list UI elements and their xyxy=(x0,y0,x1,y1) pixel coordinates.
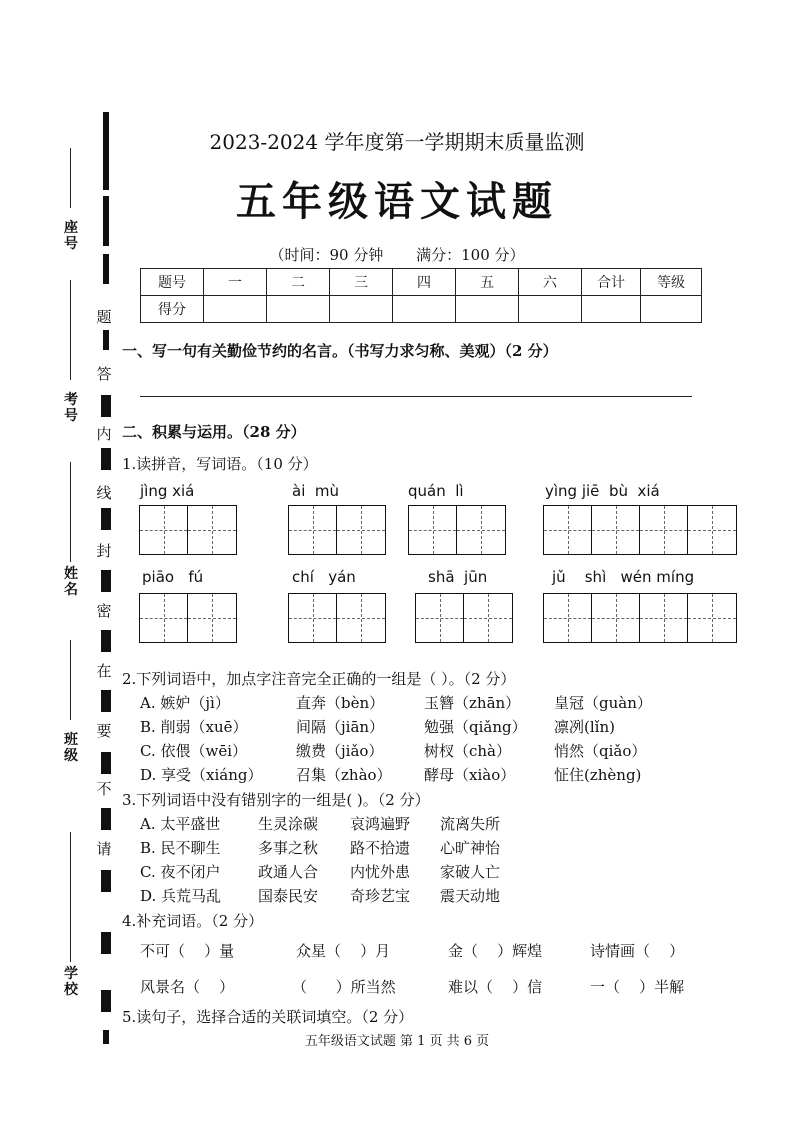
binding-dash xyxy=(101,752,111,774)
score-input-cell[interactable] xyxy=(393,296,456,323)
q2-option-b[interactable]: B. 削弱（xuē） xyxy=(140,718,248,736)
q4-blank-item[interactable]: 不可（ ）量 xyxy=(140,942,235,960)
table-cell: 合计 xyxy=(582,269,641,296)
q1-prompt: 1.读拼音，写词语。（10 分） xyxy=(122,455,318,473)
pinyin: jìng xiá xyxy=(140,482,195,500)
label-exam-number: 考号 xyxy=(64,392,78,424)
q2-option-b-word: 勉强（qiǎng） xyxy=(424,718,527,736)
q3-option-b-word: 路不拾遗 xyxy=(350,839,411,857)
pinyin: jǔ shì wén míng xyxy=(552,568,695,586)
q4-blank-item[interactable]: （ ）所当然 xyxy=(292,978,396,996)
q3-option-a[interactable]: A. 太平盛世 xyxy=(140,815,221,833)
q3-option-a-word: 流离失所 xyxy=(440,815,501,833)
binding-dash xyxy=(101,630,111,652)
seal-char: 请 xyxy=(96,840,112,858)
fill-line xyxy=(70,640,71,720)
exam-full-score: 满分：100 分） xyxy=(416,246,525,264)
q3-option-d-word: 国泰民安 xyxy=(258,887,319,905)
binding-dash xyxy=(101,870,111,892)
exam-info xyxy=(0,244,794,265)
pinyin: shā jūn xyxy=(428,568,488,586)
answer-line[interactable] xyxy=(140,396,692,397)
q5-prompt: 5.读句子，选择合适的关联词填空。（2 分） xyxy=(122,1008,414,1026)
exam-title: 五年级语文试题 xyxy=(236,178,558,225)
q3-option-d-word: 震天动地 xyxy=(440,887,501,905)
writing-grid[interactable] xyxy=(408,505,506,555)
q4-blank-item[interactable]: 风景名（ ） xyxy=(140,978,235,996)
fill-line xyxy=(70,462,71,562)
section2-heading: 二、积累与运用。（28 分） xyxy=(122,423,306,441)
label-name: 姓名 xyxy=(64,566,78,598)
table-row xyxy=(141,296,702,323)
table-cell: 四 xyxy=(393,269,456,296)
q3-option-c-word: 内忧外患 xyxy=(350,863,411,881)
table-cell: 六 xyxy=(519,269,582,296)
label-seat-number: 座号 xyxy=(64,220,78,252)
table-cell: 三 xyxy=(330,269,393,296)
q2-option-b-word: 凛冽(lǐn) xyxy=(554,718,615,736)
table-cell: 二 xyxy=(267,269,330,296)
q3-option-b-word: 多事之秋 xyxy=(258,839,319,857)
q3-prompt: 3.下列词语中没有错别字的一组是( )。（2 分） xyxy=(122,791,430,809)
seal-char: 要 xyxy=(96,722,112,740)
writing-grid[interactable] xyxy=(139,505,237,555)
q2-option-d-word: 召集（zhào） xyxy=(296,766,392,784)
score-input-cell[interactable] xyxy=(641,296,702,323)
table-cell: 得分 xyxy=(141,296,204,323)
binding-bar xyxy=(103,330,109,350)
fill-line xyxy=(70,280,71,380)
q3-option-d[interactable]: D. 兵荒马乱 xyxy=(140,887,222,905)
table-cell: 一 xyxy=(204,269,267,296)
q4-blank-item[interactable]: 诗情画（ ） xyxy=(590,942,685,960)
seal-char: 封 xyxy=(96,542,112,560)
q4-blank-item[interactable]: 金（ ）辉煌 xyxy=(448,942,543,960)
binding-dash xyxy=(101,990,111,1012)
score-input-cell[interactable] xyxy=(330,296,393,323)
binding-dash xyxy=(101,395,111,417)
table-row xyxy=(141,269,702,296)
section1-heading: 一、写一句有关勤俭节约的名言。（书写力求匀称、美观）（2 分） xyxy=(122,342,558,360)
seal-char: 答 xyxy=(96,365,112,383)
q2-option-a-word: 皇冠（guàn） xyxy=(554,694,652,712)
q2-option-c[interactable]: C. 依偎（wēi） xyxy=(140,742,247,760)
label-school: 学校 xyxy=(64,966,78,998)
binding-dash xyxy=(101,932,111,954)
q3-option-c[interactable]: C. 夜不闭户 xyxy=(140,863,221,881)
q4-blank-item[interactable]: 难以（ ）信 xyxy=(448,978,543,996)
writing-grid[interactable] xyxy=(415,593,513,643)
table-cell: 题号 xyxy=(141,269,204,296)
writing-grid[interactable] xyxy=(288,593,386,643)
seal-char: 题 xyxy=(96,308,112,326)
seal-char: 线 xyxy=(96,484,112,502)
score-input-cell[interactable] xyxy=(519,296,582,323)
q3-option-b-word: 心旷神怡 xyxy=(440,839,501,857)
seal-char: 内 xyxy=(96,425,112,443)
q2-option-a-word: 玉簪（zhān） xyxy=(424,694,521,712)
q2-option-b-word: 间隔（jiān） xyxy=(296,718,385,736)
label-class: 班级 xyxy=(64,732,78,764)
seal-char: 密 xyxy=(96,602,112,620)
pinyin: yìng jiē bù xiá xyxy=(545,482,660,500)
binding-dash xyxy=(101,690,111,712)
q4-blank-item[interactable]: 一（ ）半解 xyxy=(590,978,685,996)
q2-option-c-word: 树杈（chà） xyxy=(424,742,512,760)
q3-option-a-word: 哀鸿遍野 xyxy=(350,815,411,833)
q3-option-c-word: 政通人合 xyxy=(258,863,319,881)
pinyin: ài mù xyxy=(292,482,340,500)
q4-blank-item[interactable]: 众星（ ）月 xyxy=(296,942,391,960)
seal-char: 不 xyxy=(96,780,112,798)
q3-option-a-word: 生灵涂碳 xyxy=(258,815,319,833)
exam-subtitle: 2023-2024 学年度第一学期期末质量监测 xyxy=(209,130,585,154)
q3-option-d-word: 奇珍艺宝 xyxy=(350,887,411,905)
q2-option-c-word: 悄然（qiǎo） xyxy=(554,742,647,760)
binding-dash xyxy=(101,448,111,470)
q2-option-d-word: 怔住(zhèng) xyxy=(554,766,642,784)
q2-option-a-word: 直奔（bèn） xyxy=(296,694,385,712)
table-cell: 等级 xyxy=(641,269,702,296)
q2-option-d[interactable]: D. 享受（xiáng） xyxy=(140,766,263,784)
score-input-cell[interactable] xyxy=(204,296,267,323)
writing-grid[interactable] xyxy=(288,505,386,555)
pinyin: piāo fú xyxy=(142,568,204,586)
writing-grid[interactable] xyxy=(139,593,237,643)
score-input-cell[interactable] xyxy=(582,296,641,323)
q2-option-d-word: 酵母（xiào） xyxy=(424,766,516,784)
binding-dash xyxy=(101,808,111,830)
pinyin: chí yán xyxy=(292,568,356,586)
exam-time: （时间：90 分钟 xyxy=(269,246,384,264)
q2-option-c-word: 缴费（jiǎo） xyxy=(296,742,384,760)
page-footer: 五年级语文试题 第 1 页 共 6 页 xyxy=(304,1034,490,1049)
fill-line xyxy=(70,832,71,962)
score-input-cell[interactable] xyxy=(456,296,519,323)
score-input-cell[interactable] xyxy=(267,296,330,323)
table-cell: 五 xyxy=(456,269,519,296)
pinyin: quán lì xyxy=(408,482,464,500)
q2-option-a[interactable]: A. 嫉妒（jì） xyxy=(140,694,230,712)
q4-prompt: 4.补充词语。（2 分） xyxy=(122,912,264,930)
binding-dash xyxy=(101,508,111,530)
binding-dash xyxy=(101,570,111,592)
score-table xyxy=(140,268,702,323)
q2-prompt: 2.下列词语中，加点字注音完全正确的一组是（ ）。（2 分） xyxy=(122,670,516,688)
writing-grid[interactable] xyxy=(543,593,737,643)
writing-grid[interactable] xyxy=(543,505,737,555)
q3-option-b[interactable]: B. 民不聊生 xyxy=(140,839,221,857)
seal-char: 在 xyxy=(96,662,112,680)
q3-option-c-word: 家破人亡 xyxy=(440,863,501,881)
